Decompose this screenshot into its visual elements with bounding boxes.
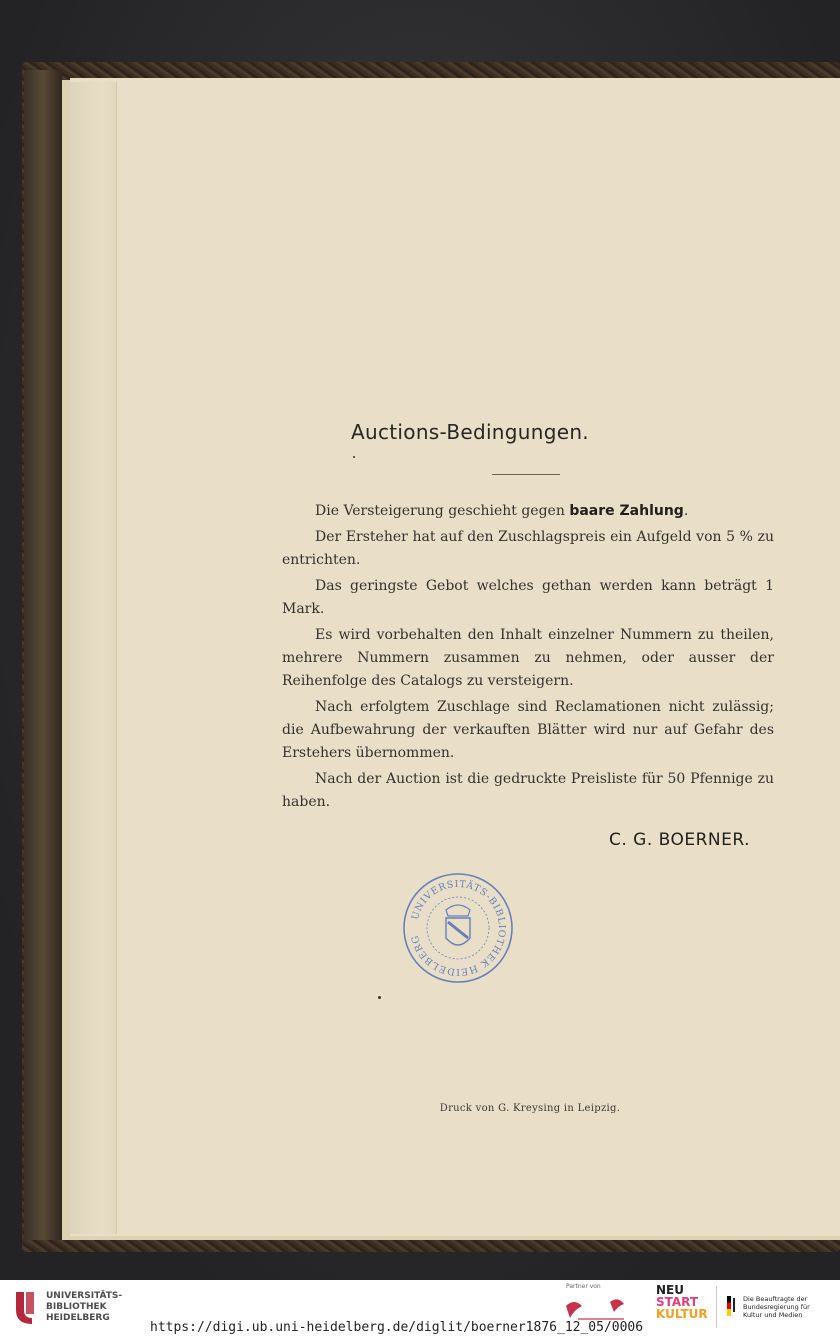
paragraph-price-list: Nach der Auction ist die gedruckte Preisliste für 50 Pfennige zu haben. [282,771,774,810]
page-title: Auctions-Bedingungen. [351,420,589,444]
paragraph-payment: Die Versteigerung geschieht gegen baare Zahlung. [315,503,689,519]
paragraph-reclamations: Nach erfolgtem Zuschlage sind Reclamationen nicht zulässig; die Aufbewahrung der verkauften Blätter wird nur auf Gefahr des Erstehers übernommen. [282,699,774,761]
bkm-logo[interactable]: Die Beauftragte der Bundesregierung für Kultur und Medien [716,1286,833,1328]
ddb-logo-icon[interactable] [560,1292,640,1326]
permalink-url[interactable]: https://digi.ub.uni-heidelberg.de/diglit/boerner1876_12_05/0006 [150,1320,644,1335]
printer-imprint: Druck von G. Kreysing in Leipzig. [439,1103,621,1114]
ink-dot [378,996,381,999]
paragraph-lot-division: Es wird vorbehalten den Inhalt einzelner Nummern zu theilen, mehrere Nummern zusammen zu nehmen, oder ausser der Reihenfolge des Catalogs zu versteigern. [282,627,774,689]
title-divider [492,474,560,475]
paragraph-minimum-bid: Das geringste Gebot welches gethan werden kann beträgt 1 Mark. [282,578,774,617]
stamp-text: UNIVERSITÄTS-BIBLIOTHEK HEIDELBERG [409,878,508,978]
footer-bar [0,1280,840,1339]
book-spine-edge [24,70,62,1240]
signature: C. G. BOERNER. [608,830,750,850]
university-library-logo-icon[interactable] [10,1288,40,1328]
german-flag-icon [727,1296,731,1316]
ink-dot [353,456,355,458]
neustart-kultur-logo[interactable]: NEU START KULTUR [656,1283,708,1321]
paragraph-premium: Der Ersteher hat auf den Zuschlagspreis ein Aufgeld von 5 % zu entrichten. [282,529,774,568]
svg-text:UNIVERSITÄTS-BIBLIOTHEK HEIDEL [410,879,508,977]
conditions-text [282,500,774,817]
emphasis-cash-payment: baare Zahlung [569,503,684,519]
page-left-edge [70,82,117,1234]
federal-eagle-icon [733,1298,741,1312]
partner-label: Partner von [566,1283,601,1290]
library-name[interactable]: UNIVERSITÄTS- BIBLIOTHEK HEIDELBERG [46,1291,123,1323]
library-stamp [402,872,514,984]
